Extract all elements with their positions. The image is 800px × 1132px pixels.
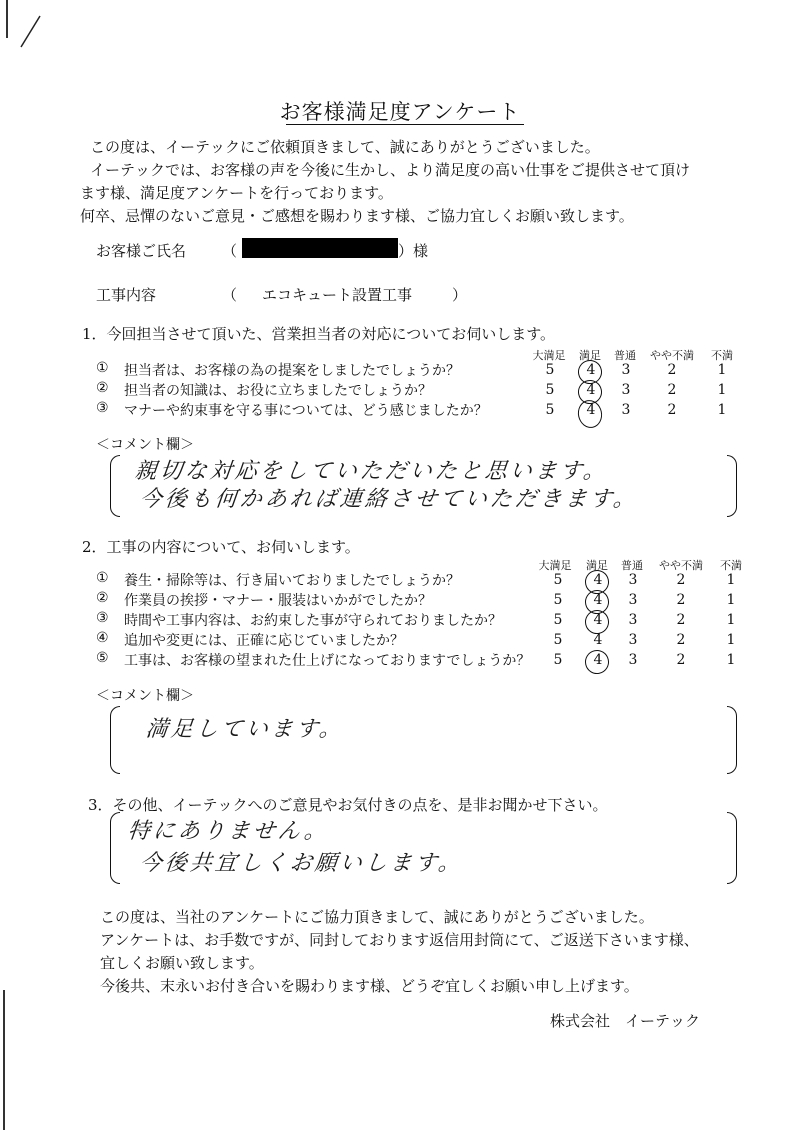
customer-name-label: お客様ご氏名 [96,242,187,260]
score-3: 3 [628,592,638,608]
scan-edge-mark [3,990,5,1130]
score-5: 5 [545,382,555,398]
scale-header-2: やや不満 [659,559,703,572]
section3-heading: 3．その他、イーテックへのご意見やお気付きの点を、是非お聞かせ下さい。 [88,796,608,814]
section1-heading: 1．今回担当させて頂いた、営業担当者の対応についてお伺いします。 [82,325,556,343]
score-4: 4 [593,592,603,608]
score-4: 4 [586,402,596,418]
scale-header-3: 普通 [614,349,636,362]
score-4: 4 [586,382,596,398]
score-4: 4 [593,572,603,588]
score-3: 3 [628,632,638,648]
question-text: 時間や工事内容は、お約束した事が守られておりましたか？ [124,613,502,629]
closing-text [100,906,699,998]
question-number: ⑤ [96,650,109,666]
question-number: ① [96,360,109,376]
score-3: 3 [628,572,638,588]
question-number: ① [96,570,109,586]
handwritten-comment-line: 今後も何かあれば連絡させていただきます。 [138,487,640,512]
score-3: 3 [628,652,638,668]
title-underline [286,124,524,125]
customer-name-open: （ [222,242,238,260]
comment-bracket-right [727,812,737,884]
score-1: 1 [717,362,727,378]
score-2: 2 [667,402,677,418]
score-5: 5 [545,402,555,418]
score-3: 3 [628,612,638,628]
question-number: ④ [96,630,109,646]
handwritten-comment-line: 親切な対応をしていただいたと思います。 [133,459,610,484]
question-text: 作業員の挨拶・マナー・服装はいかがでしたか？ [124,593,432,609]
score-5: 5 [553,652,563,668]
score-2: 2 [676,592,686,608]
customer-name-close: ）様 [398,242,429,260]
score-2: 2 [676,612,686,628]
scale-header-3: 普通 [621,559,643,572]
comment-bracket-left [110,706,120,774]
scale-header-5: 大満足 [532,349,566,362]
scan-slash-mark [18,14,44,50]
scale-header-4: 満足 [579,349,601,362]
work-content-close: ） [452,286,468,304]
score-5: 5 [545,362,555,378]
scale-header-2: やや不満 [650,349,694,362]
score-1: 1 [717,402,727,418]
comment-bracket-left [110,812,120,884]
question-number: ② [96,380,109,396]
score-2: 2 [667,382,677,398]
score-5: 5 [553,592,563,608]
closing-line: 宜しくお願い致します。 [100,954,264,972]
score-1: 1 [726,612,736,628]
question-number: ② [96,590,109,606]
comment-bracket-right [727,706,737,774]
score-5: 5 [553,572,563,588]
question-text: 工事は、お客様の望まれた仕上げになっておりますでしょうか？ [124,653,531,669]
intro-line: この度は、イーテックにご依頼頂きまして、誠にありがとうございました。 [90,138,600,156]
question-text: 担当者は、お客様の為の提案をしましたでしょうか？ [124,363,460,379]
question-text: マナーや約束事を守る事については、どう感じましたか？ [124,403,488,419]
score-3: 3 [621,382,631,398]
comment-bracket-left [110,455,120,517]
closing-line: 今後共、末永いお付き合いを賜わります様、どうぞ宜しくお願い申し上げます。 [100,977,639,995]
scan-edge-mark [6,0,8,38]
question-number: ③ [96,400,109,416]
score-1: 1 [726,632,736,648]
section2-heading: 2．工事の内容について、お伺いします。 [82,538,360,556]
score-2: 2 [676,572,686,588]
score-2: 2 [667,362,677,378]
question-text: 養生・掃除等は、行き届いておりましたでしょうか？ [124,573,460,589]
scale-header-5: 大満足 [538,559,572,572]
score-1: 1 [726,572,736,588]
question-number: ③ [96,610,109,626]
score-1: 1 [717,382,727,398]
closing-line: この度は、当社のアンケートにご協力頂きまして、誠にありがとうございました。 [100,908,654,926]
handwritten-comment-line: 満足しています。 [144,717,346,742]
scale-header-4: 満足 [586,559,608,572]
score-4: 4 [593,612,603,628]
score-1: 1 [726,592,736,608]
scale-header-1: 不満 [720,559,742,572]
intro-line: ます様、満足度アンケートを行っております。 [80,184,393,202]
score-2: 2 [676,652,686,668]
closing-line: アンケートは、お手数ですが、同封しております返信用封筒にて、ご返送下さいます様、 [100,931,699,949]
score-3: 3 [621,362,631,378]
score-3: 3 [621,402,631,418]
comment-bracket-right [727,455,737,517]
company-name: 株式会社 イーテック [550,1012,701,1030]
scale-header-1: 不満 [711,349,733,362]
score-4: 4 [586,362,596,378]
score-2: 2 [676,632,686,648]
score-5: 5 [553,612,563,628]
handwritten-comment-line: 今後共宜しくお願いします。 [138,851,465,876]
comment-label: ＜コメント欄＞ [96,437,194,453]
handwritten-comment-line: 特にありません。 [126,819,331,844]
work-content-open: （ [222,286,238,304]
redacted-customer-name [242,238,398,258]
intro-text [80,136,691,228]
work-content-label: 工事内容 [96,286,157,304]
score-4: 4 [593,652,603,668]
intro-line: 何卒、忌憚のないご意見・ご感想を賜わります様、ご協力宜しくお願い致します。 [80,207,634,225]
survey-title: お客様満足度アンケート [279,100,521,124]
intro-line: イーテックでは、お客様の声を今後に生かし、より満足度の高い仕事をご提供させて頂け [90,161,691,179]
score-4: 4 [593,632,603,648]
score-5: 5 [553,632,563,648]
question-text: 追加や変更には、正確に応じていましたか？ [124,633,404,649]
work-content-value: エコキュート設置工事 [262,286,413,304]
score-1: 1 [726,652,736,668]
comment-label: ＜コメント欄＞ [96,688,194,704]
question-text: 担当者の知識は、お役に立ちましたでしょうか？ [124,383,432,399]
